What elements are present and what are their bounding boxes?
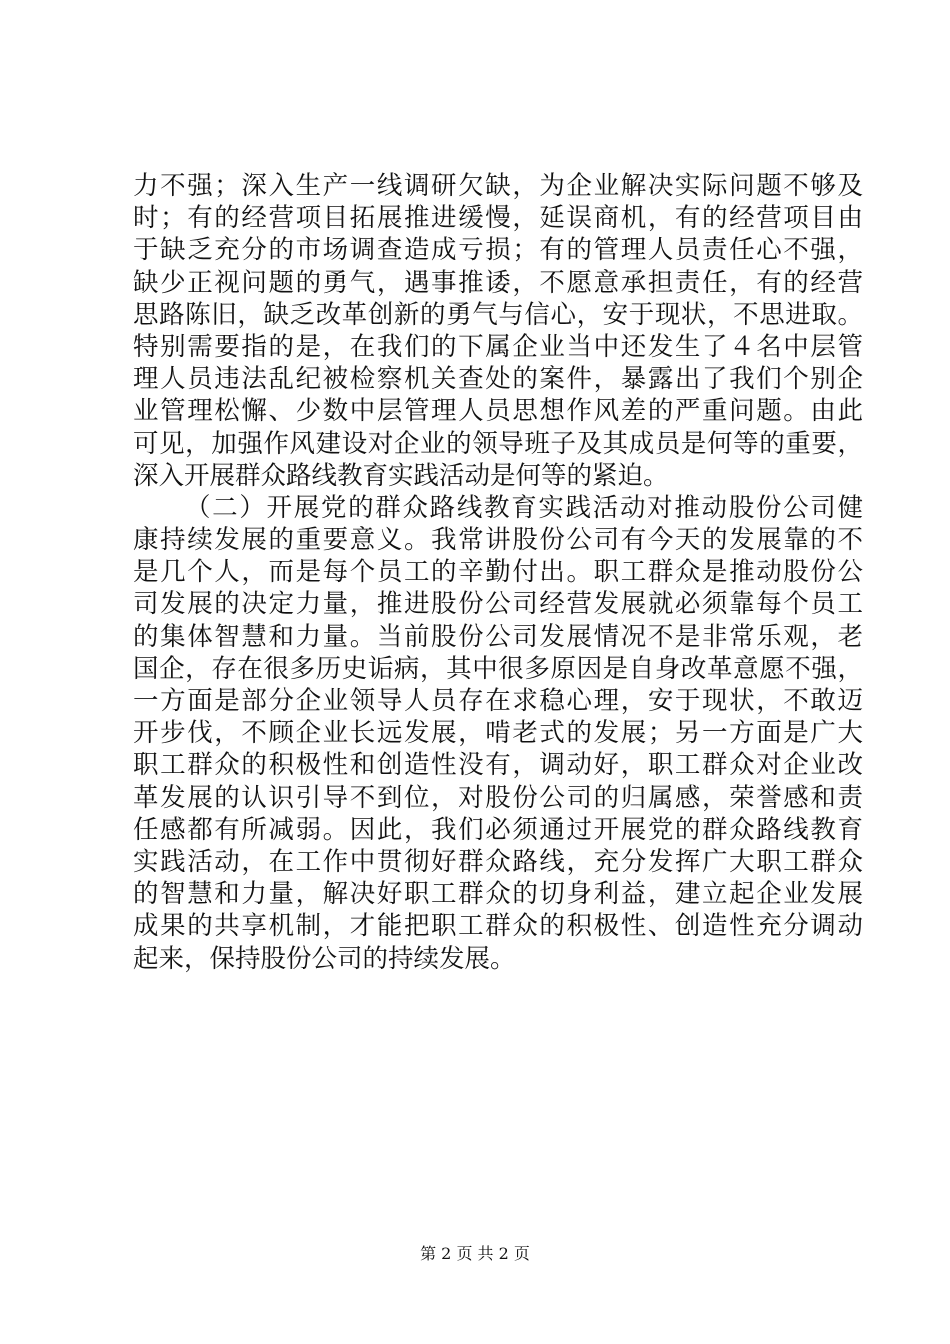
text-line-15: 的集体智慧和力量。当前股份公司发展情况不是非常乐观，老 — [133, 621, 863, 652]
text-line-2: 时；有的经营项目拓展推进缓慢，延误商机，有的经营项目由 — [133, 203, 863, 234]
document-body — [133, 170, 863, 975]
text-line-10: 深入开展群众路线教育实践活动是何等的紧迫。 — [133, 460, 669, 491]
text-line-16: 国企，存在很多历史诟病，其中很多原因是自身改革意愿不强， — [133, 653, 863, 684]
text-line-6: 特别需要指的是，在我们的下属企业当中还发生了４名中层管 — [133, 331, 863, 362]
text-line-17: 一方面是部分企业领导人员存在求稳心理，安于现状，不敢迈 — [133, 686, 863, 716]
page-number-label: 第 2 页 共 2 页 — [420, 1244, 530, 1263]
text-line-8: 业管理松懈、少数中层管理人员思想作风差的严重问题。由此 — [133, 396, 863, 427]
text-line-13: 是几个人，而是每个员工的辛勤付出。职工群众是推动股份公 — [133, 557, 863, 588]
text-line-7: 理人员违法乱纪被检察机关查处的案件，暴露出了我们个别企 — [133, 364, 863, 395]
text-line-21: 任感都有所减弱。因此，我们必须通过开展党的群众路线教育 — [133, 814, 863, 845]
text-line-14: 司发展的决定力量，推进股份公司经营发展就必须靠每个员工 — [133, 589, 863, 620]
text-line-12: 康持续发展的重要意义。我常讲股份公司有今天的发展靠的不 — [133, 525, 863, 556]
text-line-25: 起来，保持股份公司的持续发展。 — [133, 943, 516, 974]
text-line-3: 于缺乏充分的市场调查造成亏损；有的管理人员责任心不强， — [133, 235, 863, 266]
text-line-5: 思路陈旧，缺乏改革创新的勇气与信心，安于现状，不思进取。 — [133, 299, 863, 330]
text-line-19: 职工群众的积极性和创造性没有，调动好，职工群众对企业改 — [133, 750, 863, 781]
text-line-9: 可见，加强作风建设对企业的领导班子及其成员是何等的重要， — [133, 428, 863, 459]
text-line-20: 革发展的认识引导不到位，对股份公司的归属感，荣誉感和责 — [133, 782, 863, 813]
page-footer — [0, 1243, 950, 1265]
text-line-1: 力不强；深入生产一线调研欠缺，为企业解决实际问题不够及 — [133, 171, 863, 201]
text-line-4: 缺少正视问题的勇气，遇事推诿，不愿意承担责任，有的经营 — [133, 267, 863, 298]
text-line-24: 成果的共享机制，才能把职工群众的积极性、创造性充分调动 — [133, 911, 863, 942]
text-line-23: 的智慧和力量，解决好职工群众的切身利益，建立起企业发展 — [133, 879, 863, 910]
text-line-22: 实践活动，在工作中贯彻好群众路线，充分发挥广大职工群众 — [133, 846, 863, 877]
text-line-11: （二）开展党的群众路线教育实践活动对推动股份公司健 — [185, 492, 863, 523]
text-line-18: 开步伐，不顾企业长远发展，啃老式的发展；另一方面是广大 — [133, 718, 863, 749]
